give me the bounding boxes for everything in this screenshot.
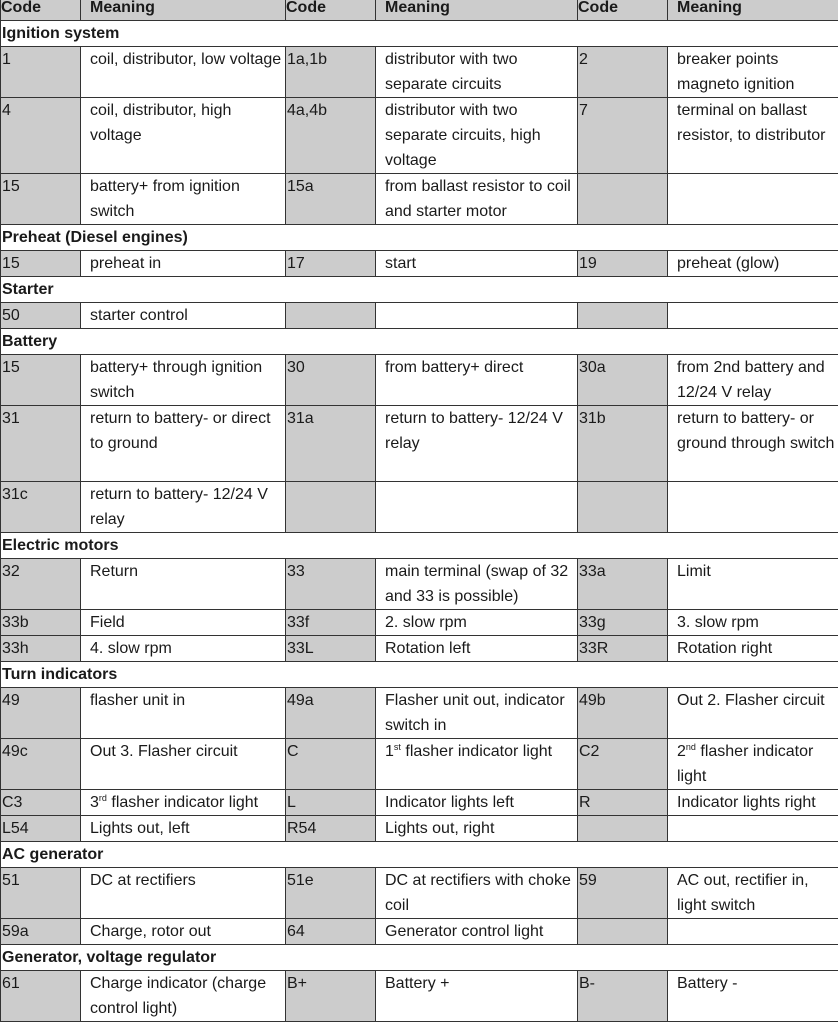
code-cell: 64 (286, 919, 376, 945)
meaning-text: flasher indicator light (677, 743, 814, 785)
code-cell: 4 (1, 98, 81, 174)
meaning-cell: coil, distributor, low voltage (81, 47, 286, 98)
meaning-text: flasher indicator light (400, 743, 553, 760)
section-title: Ignition system (1, 21, 838, 47)
meaning-cell: coil, distributor, high voltage (81, 98, 286, 174)
header-meaning-1: Meaning (81, 0, 286, 21)
meaning-cell (668, 816, 838, 842)
code-cell: 33h (1, 636, 81, 662)
code-cell: 33g (578, 610, 668, 636)
meaning-cell: Rotation left (376, 636, 578, 662)
code-cell: R54 (286, 816, 376, 842)
header-row (1, 0, 838, 21)
table-row (1, 174, 838, 225)
code-cell: 59a (1, 919, 81, 945)
code-cell: 33a (578, 559, 668, 610)
meaning-cell: main terminal (swap of 32 and 33 is possible) (376, 559, 578, 610)
code-cell (578, 174, 668, 225)
code-cell (578, 919, 668, 945)
ordinal-suffix: st (393, 742, 401, 752)
meaning-cell: from ballast resistor to coil and starter motor (376, 174, 578, 225)
code-cell: 2 (578, 47, 668, 98)
meaning-cell: distributor with two separate circuits (376, 47, 578, 98)
meaning-cell: preheat in (81, 251, 286, 277)
code-cell: R (578, 790, 668, 816)
meaning-cell (668, 303, 838, 329)
code-cell (286, 482, 376, 533)
table-row (1, 919, 838, 945)
section-title: Turn indicators (1, 662, 838, 688)
table-row (1, 790, 838, 816)
ordinal-number: 1 (385, 743, 394, 760)
code-cell: 31b (578, 406, 668, 482)
meaning-cell: distributor with two separate circuits, high voltage (376, 98, 578, 174)
code-cell: 33R (578, 636, 668, 662)
section-header-row (1, 842, 838, 868)
meaning-cell: Indicator lights left (376, 790, 578, 816)
meaning-cell: battery+ from ignition switch (81, 174, 286, 225)
table-row (1, 610, 838, 636)
code-cell: 33 (286, 559, 376, 610)
table-row (1, 98, 838, 174)
table-row (1, 47, 838, 98)
header-code-1: Code (1, 0, 81, 21)
ordinal-suffix: nd (685, 742, 696, 752)
code-cell: 15 (1, 251, 81, 277)
code-cell: 50 (1, 303, 81, 329)
meaning-cell: Charge indicator (charge control light) (81, 971, 286, 1022)
meaning-cell: Limit (668, 559, 838, 610)
table-row (1, 406, 838, 482)
table-body (1, 0, 838, 1022)
code-cell: 49b (578, 688, 668, 739)
code-cell: 33b (1, 610, 81, 636)
code-cell: 49 (1, 688, 81, 739)
table-row (1, 303, 838, 329)
meaning-cell: return to battery- or ground through switch (668, 406, 838, 482)
meaning-cell (376, 482, 578, 533)
code-cell: L54 (1, 816, 81, 842)
ordinal-number: 2 (677, 743, 686, 760)
section-title: Starter (1, 277, 838, 303)
code-cell: 49a (286, 688, 376, 739)
section-header-row (1, 945, 838, 971)
section-header-row (1, 277, 838, 303)
code-cell: 31 (1, 406, 81, 482)
meaning-cell: Battery + (376, 971, 578, 1022)
meaning-cell: from battery+ direct (376, 355, 578, 406)
table-row (1, 482, 838, 533)
code-cell: 4a,4b (286, 98, 376, 174)
code-cell: 15 (1, 174, 81, 225)
section-title: Generator, voltage regulator (1, 945, 838, 971)
section-header-row (1, 662, 838, 688)
meaning-cell: DC at rectifiers (81, 868, 286, 919)
meaning-cell (668, 739, 838, 790)
meaning-cell (668, 174, 838, 225)
table-row (1, 971, 838, 1022)
meaning-cell: 2. slow rpm (376, 610, 578, 636)
meaning-cell: Out 3. Flasher circuit (81, 739, 286, 790)
code-cell: 7 (578, 98, 668, 174)
table-row (1, 868, 838, 919)
header-code-3: Code (578, 0, 668, 21)
code-cell: C2 (578, 739, 668, 790)
meaning-cell: Flasher unit out, indicator switch in (376, 688, 578, 739)
code-cell: 61 (1, 971, 81, 1022)
code-cell (578, 816, 668, 842)
code-cell: 33f (286, 610, 376, 636)
table-row (1, 688, 838, 739)
code-cell: 31a (286, 406, 376, 482)
section-header-row (1, 225, 838, 251)
meaning-cell: terminal on ballast resistor, to distributor (668, 98, 838, 174)
section-title: AC generator (1, 842, 838, 868)
table-row (1, 355, 838, 406)
table-row (1, 739, 838, 790)
header-meaning-2: Meaning (376, 0, 578, 21)
meaning-cell: flasher unit in (81, 688, 286, 739)
code-cell (578, 482, 668, 533)
code-cell: 31c (1, 482, 81, 533)
code-cell: B- (578, 971, 668, 1022)
code-cell: C (286, 739, 376, 790)
code-cell: 51 (1, 868, 81, 919)
code-cell (578, 303, 668, 329)
meaning-cell: starter control (81, 303, 286, 329)
meaning-cell: battery+ through ignition switch (81, 355, 286, 406)
meaning-cell: 3. slow rpm (668, 610, 838, 636)
meaning-cell (81, 790, 286, 816)
section-title: Preheat (Diesel engines) (1, 225, 838, 251)
section-header-row (1, 533, 838, 559)
meaning-cell: Indicator lights right (668, 790, 838, 816)
meaning-cell: Generator control light (376, 919, 578, 945)
code-cell (286, 303, 376, 329)
code-cell: 19 (578, 251, 668, 277)
table-row (1, 816, 838, 842)
meaning-cell: return to battery- 12/24 V relay (81, 482, 286, 533)
meaning-cell: Rotation right (668, 636, 838, 662)
section-title: Electric motors (1, 533, 838, 559)
meaning-cell: Charge, rotor out (81, 919, 286, 945)
meaning-cell: Out 2. Flasher circuit (668, 688, 838, 739)
meaning-cell: Lights out, left (81, 816, 286, 842)
code-cell: 1 (1, 47, 81, 98)
meaning-cell: return to battery- or direct to ground (81, 406, 286, 482)
meaning-cell (668, 482, 838, 533)
meaning-cell (376, 739, 578, 790)
code-cell: 30 (286, 355, 376, 406)
meaning-cell: Battery - (668, 971, 838, 1022)
meaning-cell: Lights out, right (376, 816, 578, 842)
code-cell: 1a,1b (286, 47, 376, 98)
section-title: Battery (1, 329, 838, 355)
meaning-cell: Return (81, 559, 286, 610)
code-cell: C3 (1, 790, 81, 816)
meaning-cell: start (376, 251, 578, 277)
meaning-cell: from 2nd battery and 12/24 V relay (668, 355, 838, 406)
meaning-cell: 4. slow rpm (81, 636, 286, 662)
table-row (1, 636, 838, 662)
code-cell: 51e (286, 868, 376, 919)
code-cell: 17 (286, 251, 376, 277)
meaning-cell: DC at rectifiers with choke coil (376, 868, 578, 919)
code-cell: 15 (1, 355, 81, 406)
section-header-row (1, 329, 838, 355)
code-cell: 15a (286, 174, 376, 225)
ordinal-suffix: rd (98, 793, 107, 803)
table-row (1, 251, 838, 277)
header-meaning-3: Meaning (668, 0, 838, 21)
section-header-row (1, 21, 838, 47)
meaning-cell (668, 919, 838, 945)
code-cell: 59 (578, 868, 668, 919)
code-cell: 49c (1, 739, 81, 790)
code-cell: 32 (1, 559, 81, 610)
meaning-cell: return to battery- 12/24 V relay (376, 406, 578, 482)
header-code-2: Code (286, 0, 376, 21)
code-cell: 33L (286, 636, 376, 662)
meaning-cell: AC out, rectifier in, light switch (668, 868, 838, 919)
code-cell: L (286, 790, 376, 816)
table-row (1, 559, 838, 610)
meaning-cell: breaker points magneto ignition (668, 47, 838, 98)
meaning-text: flasher indicator light (106, 794, 259, 811)
meaning-cell (376, 303, 578, 329)
code-cell: 30a (578, 355, 668, 406)
code-cell: B+ (286, 971, 376, 1022)
meaning-cell: Field (81, 610, 286, 636)
ordinal-number: 3 (90, 794, 99, 811)
meaning-cell: preheat (glow) (668, 251, 838, 277)
